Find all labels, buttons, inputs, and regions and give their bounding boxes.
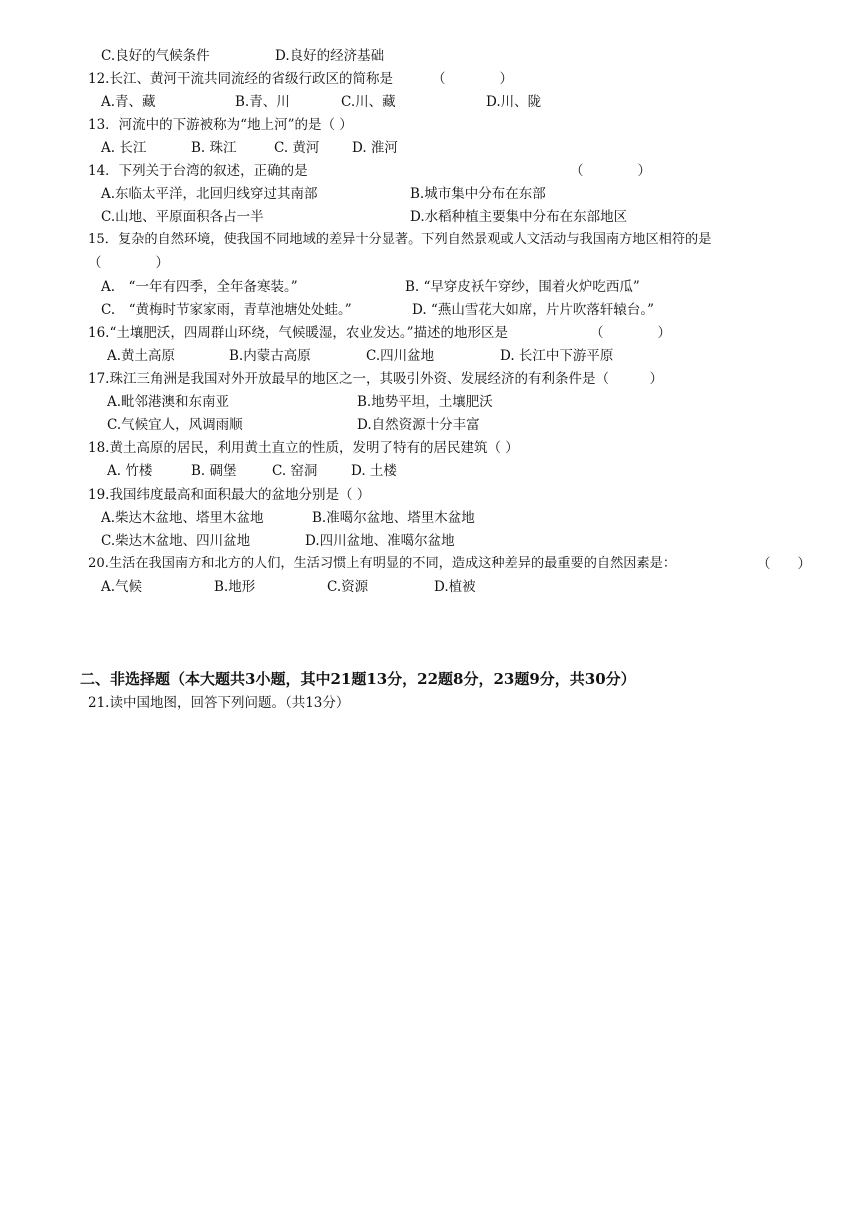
q16-option-c: C.四川盆地: [366, 348, 435, 364]
q19-option-b: B.准噶尔盆地、塔里木盆地: [312, 510, 475, 526]
q21-stem: 21.读中国地图，回答下列问题。（共13分）: [88, 695, 350, 711]
q18-option-d: D. 土楼: [351, 463, 397, 479]
q13-option-a: A. 长江: [101, 140, 147, 156]
section-2-heading: 二、非选择题（本大题共3小题，其中21题13分，22题8分，23题9分，共30分）: [80, 670, 636, 688]
q13-option-b: B. 珠江: [191, 140, 237, 156]
q16-stem: 16.“土壤肥沃，四周群山环绕，气候暖湿，农业发达。”描述的地形区是: [88, 325, 509, 341]
q12-answer-blank: （ ）: [432, 71, 513, 87]
q18-option-b: B. 碉堡: [191, 463, 237, 479]
q12-option-b: B.青、川: [235, 94, 290, 110]
q15-option-a: A. “一年有四季，全年备寒装。”: [101, 279, 298, 295]
q14-option-a: A.东临太平洋，北回归线穿过其南部: [101, 186, 318, 202]
q15-option-d: D. “燕山雪花大如席，片片吹落轩辕台。”: [412, 302, 654, 318]
q16-option-b: B.内蒙古高原: [229, 348, 311, 364]
q11-option-d: D.良好的经济基础: [275, 48, 385, 64]
q14-option-d: D.水稻种植主要集中分布在东部地区: [410, 209, 628, 225]
q18-stem: 18.黄土高原的居民，利用黄土直立的性质，发明了特有的居民建筑（ ）: [88, 440, 519, 456]
q12-stem: 12.长江、黄河干流共同流经的省级行政区的简称是: [88, 71, 393, 87]
q17-option-d: D.自然资源十分丰富: [357, 417, 480, 433]
q13-option-c: C. 黄河: [274, 140, 320, 156]
q12-option-a: A.青、藏: [101, 94, 156, 110]
q14-stem: 14．下列关于台湾的叙述，正确的是: [88, 163, 308, 179]
q19-option-d: D.四川盆地、准噶尔盆地: [305, 533, 455, 549]
q14-option-c: C.山地、平原面积各占一半: [101, 209, 264, 225]
q15-stem: 15．复杂的自然环境，使我国不同地域的差异十分显著。下列自然景观或人文活动与我国南方地区相符的是: [88, 232, 712, 247]
q20-option-d: D.植被: [434, 579, 476, 595]
q16-answer-blank: （ ）: [590, 325, 671, 341]
q19-option-a: A.柴达木盆地、塔里木盆地: [101, 510, 264, 526]
q14-option-b: B.城市集中分布在东部: [410, 186, 546, 202]
q17-option-b: B.地势平坦，土壤肥沃: [357, 394, 493, 410]
q20-stem: 20.生活在我国南方和北方的人们，生活习惯上有明显的不同，造成这种差异的最重要的自然因素是：: [88, 556, 677, 571]
q14-answer-blank: （ ）: [570, 163, 651, 179]
q16-option-d: D. 长江中下游平原: [500, 348, 614, 364]
q13-stem: 13．河流中的下游被称为“地上河”的是（ ）: [88, 117, 353, 133]
q17-option-a: A.毗邻港澳和东南亚: [107, 394, 230, 410]
q20-option-b: B.地形: [214, 579, 256, 595]
q18-option-a: A. 竹楼: [107, 463, 153, 479]
q17-stem: 17.珠江三角洲是我国对外开放最早的地区之一，其吸引外资、发展经济的有利条件是（ ）: [88, 371, 663, 387]
q15-option-b: B. “早穿皮袄午穿纱，围着火炉吃西瓜”: [405, 279, 640, 295]
q20-answer-blank: （ ）: [757, 556, 811, 572]
q17-option-c: C.气候宜人，风调雨顺: [107, 417, 243, 433]
q19-option-c: C.柴达木盆地、四川盆地: [101, 533, 251, 549]
q20-option-c: C.资源: [327, 579, 369, 595]
q19-stem: 19.我国纬度最高和面积最大的盆地分别是（ ）: [88, 487, 371, 503]
q11-option-c: C.良好的气候条件: [101, 48, 210, 64]
q20-option-a: A.气候: [101, 579, 143, 595]
q18-option-c: C. 窑洞: [272, 463, 318, 479]
q12-option-c: C.川、藏: [341, 94, 396, 110]
q15-answer-blank: （ ）: [88, 255, 169, 271]
q15-option-c: C. “黄梅时节家家雨，青草池塘处处蛙。”: [101, 302, 352, 318]
q12-option-d: D.川、陇: [486, 94, 542, 110]
q13-option-d: D. 淮河: [352, 140, 398, 156]
q16-option-a: A.黄土高原: [107, 348, 176, 364]
